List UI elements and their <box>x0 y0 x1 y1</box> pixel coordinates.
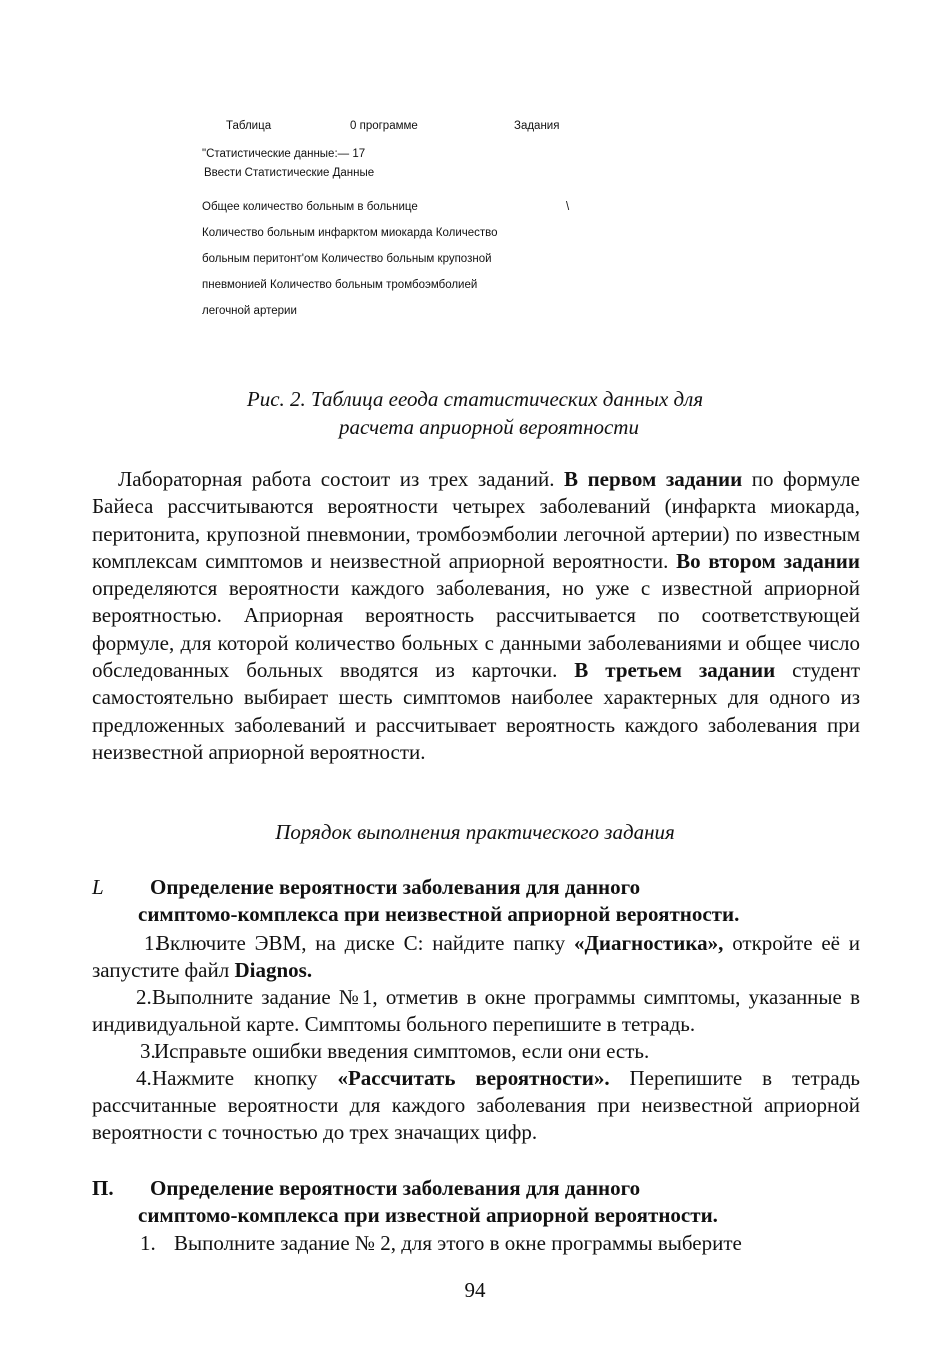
section-2-title-line-2: симптомо-комплекса при известной априорной вероятности. <box>138 1203 718 1227</box>
intro-paragraph <box>92 466 860 766</box>
intro-bold-task3: В третьем задании <box>574 658 776 683</box>
step-text: Выполните задание №1, отметив в окне программы симптомы, указанные в индивидуальной карте. Симптомы больного перепишите в тетрадь. <box>92 985 860 1036</box>
step-text: Исправьте ошибки введения симптомов, если они есть. <box>154 1039 650 1063</box>
section-2-marker: П. <box>92 1176 114 1200</box>
step-text: Выполните задание № 2, для этого в окне программы выберите <box>174 1231 742 1255</box>
step-text: Нажмите кнопку <box>152 1066 338 1090</box>
field-line: Количество больным инфарктом миокарда Количество <box>202 227 498 239</box>
step-number: 2. <box>136 985 152 1009</box>
step-number: 4. <box>136 1066 152 1090</box>
step-text: Включите ЭВМ, на диске С: найдите папку <box>156 931 574 955</box>
menu-item-tasks: Задания <box>514 120 560 132</box>
field-line: легочной артерии <box>202 305 297 317</box>
enter-statistics-label: Ввести Статистические Данные <box>204 167 375 179</box>
menu-item-about: 0 программе <box>350 120 418 132</box>
program-window-figure <box>202 116 582 317</box>
statistics-fields <box>202 194 562 324</box>
caption-line-2: расчета априорной вероятности <box>339 415 639 439</box>
step-bold: «Диагностика», <box>573 931 724 955</box>
step-bold: Diagnos. <box>234 958 313 982</box>
intro-bold-task2: Во втором задании <box>676 548 860 573</box>
intro-bold-task1: В первом задании <box>564 467 743 491</box>
intro-text: по формуле Байеса рассчитываются вероятности четырех заболеваний (инфаркта миокарда, перитонита, крупозной пневмонии, тромбоэмболии легочной артерии) по известным комплексам симптомов и неизвестной априорной вероятности. <box>92 467 860 573</box>
statistics-label: "Статистические данные:— 17 <box>202 148 366 160</box>
step-number: 3. <box>140 1039 156 1063</box>
section-2-title-line-1: Определение вероятности заболевания для данного <box>150 1176 641 1200</box>
step-1-1 <box>92 930 860 984</box>
step-number: 1. <box>144 931 160 955</box>
section-1-marker: L <box>92 875 104 899</box>
intro-text: определяются вероятности каждого заболевания, но уже с известной априорной вероятностью. Априорная вероятность рассчитывается по соответствующей формуле, для которой количество больных с данными заболеваниями и общее число обследованных больных вводятся из карточки. <box>92 576 860 683</box>
step-text: Перепишите в тетрадь рассчитанные вероятности для каждого заболевания при неизвестной априорной вероятности с точностью до трех значащих цифр. <box>92 1066 861 1144</box>
caption-line-1: Рис. 2. Таблица ееода статистических данных для <box>246 387 704 411</box>
step-number: 1. <box>140 1231 156 1255</box>
intro-text: студент самостоятельно выбирает шесть симптомов наиболее характерных для одного из предложенных заболеваний и рассчитывает вероятность каждого заболевания при неизвестной априорной вероятности. <box>92 658 860 764</box>
stray-backslash: \ <box>566 201 570 213</box>
field-line: больным перитонт'ом Количество больным крупозной <box>202 253 492 265</box>
figure-caption <box>0 385 950 441</box>
field-line: Общее количество больным в больнице <box>202 201 418 213</box>
step-bold: «Рассчитать вероятности». <box>337 1066 610 1090</box>
menu-item-table: Таблица <box>226 120 272 132</box>
step-text: откройте её и запустите файл <box>92 931 860 982</box>
section-1-title-line-2: симптомо-комплекса при неизвестной априорной вероятности. <box>138 902 740 926</box>
program-menu-bar <box>202 116 582 132</box>
page-number: 94 <box>464 1278 486 1302</box>
step-1-3 <box>92 1038 860 1065</box>
section-1-title-line-1: Определение вероятности заболевания для данного <box>150 875 641 899</box>
step-1-2 <box>92 984 860 1038</box>
step-2-1 <box>92 1230 860 1257</box>
intro-text: Лабораторная работа состоит из трех заданий. <box>118 467 565 491</box>
step-1-4 <box>92 1065 860 1146</box>
procedure-heading: Порядок выполнения практического задания <box>275 820 675 844</box>
field-line: пневмонией Количество больным тромбоэмболией <box>202 279 478 291</box>
